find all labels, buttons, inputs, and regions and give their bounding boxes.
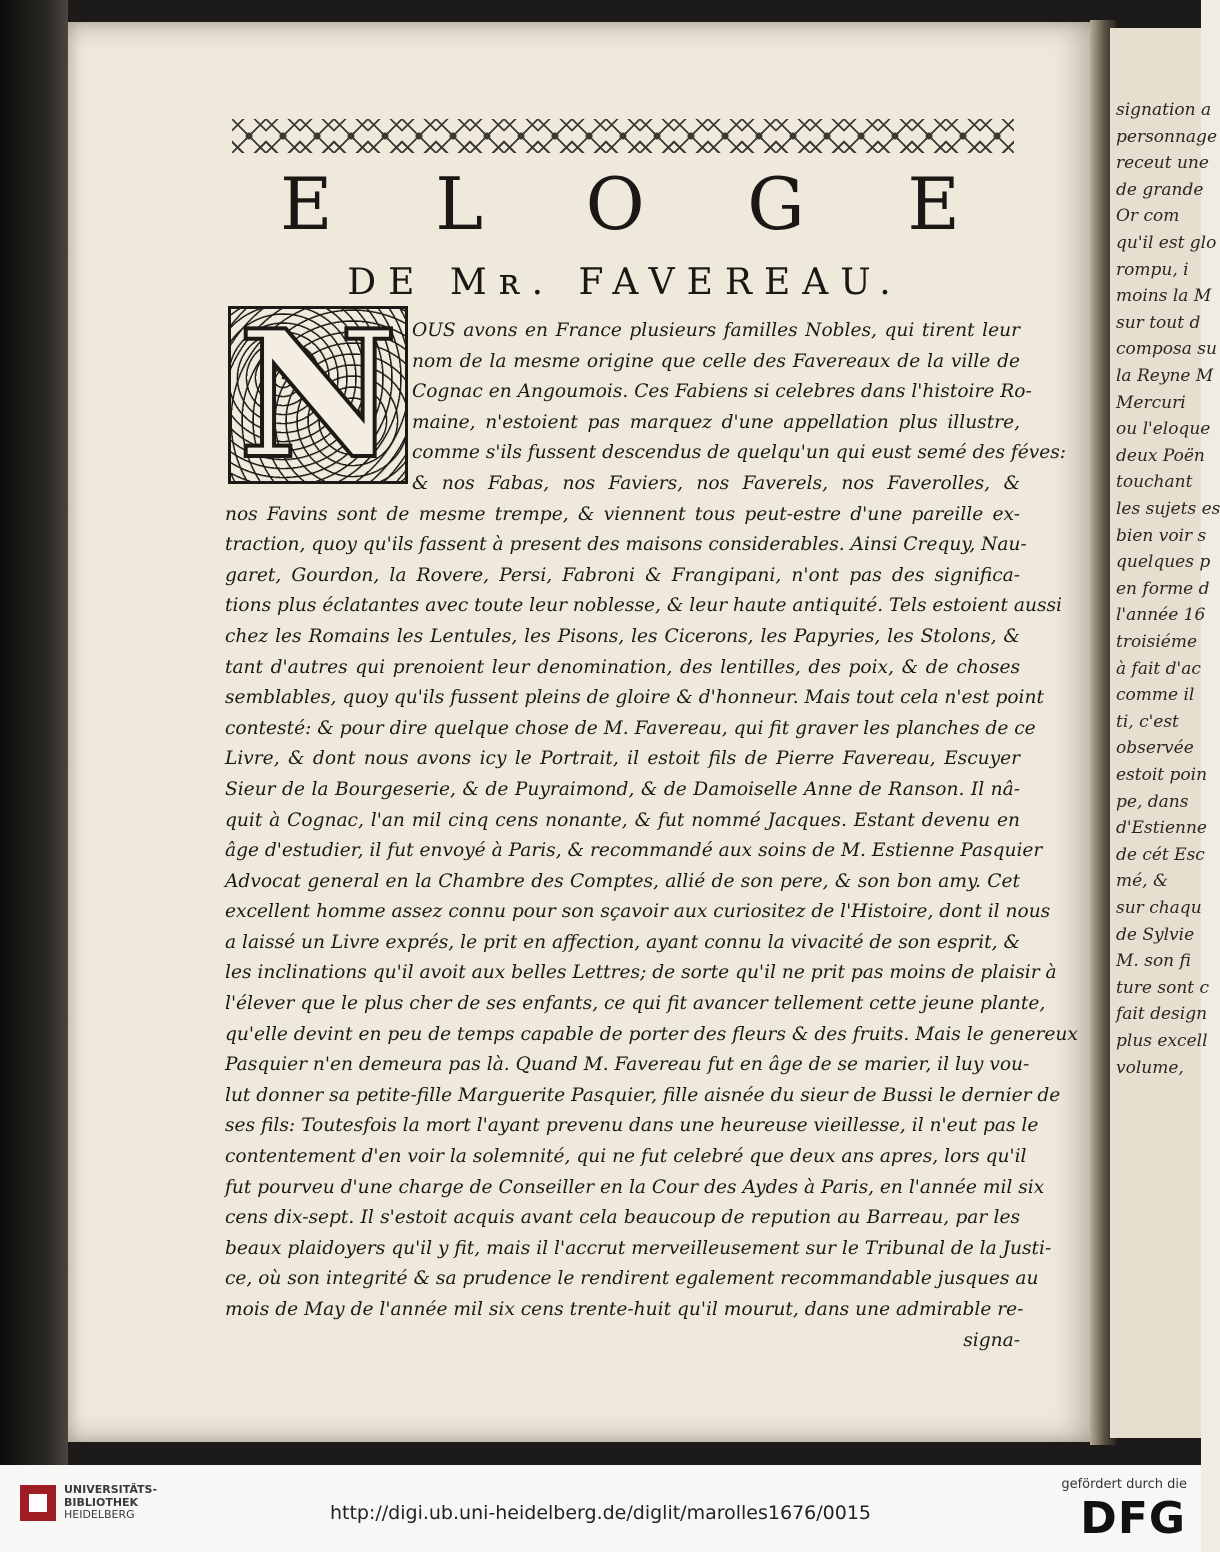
next-page-line: ou l'eloque [1116, 419, 1211, 440]
ornament-unit [878, 119, 912, 153]
next-page-line: l'année 16 [1116, 605, 1206, 626]
next-page-line: à fait d'ac [1116, 658, 1201, 679]
text-line: contentement d'en voir la solemnité, qui ne fut celebré que deux ans apres, lors qu'il [225, 1146, 1027, 1168]
text-line: ce, où son integrité & sa prudence le rendirent egalement recommandable jusques au [225, 1268, 1039, 1290]
next-page-line: mé, & [1116, 871, 1169, 892]
book-edge-left [0, 0, 68, 1465]
text-line: chez les Romains les Lentules, les Pisons, les Cicerons, les Papyries, les Stolons, & [225, 625, 1020, 647]
text-line: lut donner sa petite-fille Marguerite Pasquier, fille aisnée du sieur de Bussi le dernier de [225, 1084, 1061, 1106]
body-text [225, 316, 1078, 1356]
text-line: Advocat general en la Chambre des Comptes, allié de son pere, & son bon amy. Cet [225, 870, 1020, 892]
ornament-unit [572, 119, 606, 153]
text-line: a laissé un Livre exprés, le prit en affection, ayant connu la vivacité de son esprit, & [225, 931, 1020, 953]
ornament-unit [810, 119, 844, 153]
ornament-unit [640, 119, 674, 153]
text-line: OUS avons en France plusieurs familles Nobles, qui tirent leur [412, 320, 1020, 341]
text-line: semblables, quoy qu'ils fussent pleins de gloire & d'honneur. Mais tout cela n'est point [225, 687, 1044, 709]
next-page-line: touchant [1116, 472, 1193, 493]
next-page-line: en forme d [1116, 578, 1210, 599]
text-line: ses fils: Toutesfois la mort l'ayant prevenu dans une heureuse vieillesse, il n'eut pas le [225, 1115, 1039, 1137]
next-page-line: receut une [1116, 153, 1209, 174]
next-page-line: signation a [1116, 100, 1212, 120]
text-line: qu'elle devint en peu de temps capable de porter des fleurs & des fruits. Mais le genereux [225, 1023, 1078, 1045]
text-line: contesté: & pour dire quelque chose de M. Favereau, qui fit graver les planches de ce [225, 717, 1036, 739]
next-page-line: sur tout d [1116, 312, 1201, 333]
ornament-unit [980, 119, 1014, 153]
next-page-line: estoit poin [1116, 765, 1208, 785]
text-line: les inclinations qu'il avoit aux belles Lettres; de sorte qu'il ne prit pas moins de plaisir à [225, 962, 1057, 984]
next-page-line: pe, dans [1116, 791, 1189, 812]
text-line: mois de May de l'année mil six cens trente-huit qu'il mourut, dans une admirable re- [225, 1299, 1024, 1320]
text-line: fut pourveu d'une charge de Conseiller en la Cour des Aydes à Paris, en l'année mil six [225, 1176, 1045, 1198]
text-line: Cognac en Angoumois. Ces Fabiens si celebres dans l'histoire Ro- [412, 381, 1032, 403]
next-page-line: troisiéme [1116, 632, 1198, 652]
ornament-unit [776, 119, 810, 153]
text-line: maine, n'estoient pas marquez d'une appellation plus illustre, [412, 411, 1020, 433]
next-page-line: plus excell [1116, 1031, 1208, 1051]
permalink-url[interactable]: http://digi.ub.uni-heidelberg.de/diglit/marolles1676/0015 [329, 1502, 872, 1524]
ornament-unit [436, 119, 470, 153]
text-line: garet, Gourdon, la Rovere, Persi, Fabroni & Frangipani, n'ont pas des significa- [225, 564, 1020, 586]
title-letter: L [435, 162, 483, 246]
next-page-line: ture sont c [1116, 977, 1210, 998]
page-title [280, 162, 960, 246]
next-page-line: de Sylvie [1116, 924, 1195, 945]
ornament-unit [232, 119, 266, 153]
ornament-unit [334, 119, 368, 153]
initial-letter: N [238, 292, 398, 498]
next-page-line: M. son fi [1116, 951, 1191, 972]
next-page-line: ti, c'est [1116, 711, 1179, 732]
text-line: comme s'ils fussent descendus de quelqu'un qui eust semé des féves: [412, 442, 1067, 464]
ornament-unit [674, 119, 708, 153]
ornament-unit [946, 119, 980, 153]
ornament-unit [606, 119, 640, 153]
institution-line: UNIVERSITÄTS- [64, 1483, 158, 1496]
catchword: signa- [963, 1329, 1020, 1351]
title-letter: E [280, 162, 333, 246]
page-subtitle: DE Mʀ. FAVEREAU. [347, 262, 903, 303]
next-page-line: sur chaqu [1116, 898, 1202, 918]
text-line: tions plus éclatantes avec toute leur noblesse, & leur haute antiquité. Tels estoient aussi [225, 595, 1063, 617]
text-line: tant d'autres qui prenoient leur denomination, des lentilles, des poix, & de choses [225, 656, 1020, 678]
dfg-logo: DFG [1080, 1493, 1186, 1544]
viewer-footer [0, 1465, 1201, 1552]
ornament-unit [402, 119, 436, 153]
text-line: & nos Fabas, nos Faviers, nos Faverels, nos Faverolles, & [412, 472, 1020, 494]
text-line: l'élever que le plus cher de ses enfants, ce qui fit avancer tellement cette jeune plante, [225, 993, 1046, 1015]
ornament-unit [266, 119, 300, 153]
next-page-line: moins la M [1116, 286, 1212, 307]
ornament-unit [368, 119, 402, 153]
next-page-line: de grande [1116, 179, 1204, 200]
next-page-line: fait design [1116, 1004, 1208, 1025]
ornament-unit [300, 119, 334, 153]
ornament-unit [504, 119, 538, 153]
text-line: beaux plaidoyers qu'il y fit, mais il l'accrut merveilleusement sur le Tribunal de la Justi- [225, 1237, 1052, 1259]
ornament-unit [708, 119, 742, 153]
next-page-line: volume, [1116, 1057, 1184, 1078]
text-line: âge d'estudier, il fut envoyé à Paris, & recommandé aux soins de M. Estienne Pasquier [225, 840, 1043, 862]
text-line: cens dix-sept. Il s'estoit acquis avant cela beaucoup de repution au Barreau, par les [225, 1207, 1020, 1229]
next-page-line: quelques p [1116, 552, 1211, 573]
institution-line: BIBLIOTHEK [64, 1495, 139, 1509]
next-page-line: Mercuri [1116, 392, 1186, 413]
ornament-unit [844, 119, 878, 153]
ornament-unit [470, 119, 504, 153]
next-page-line: d'Estienne [1116, 818, 1207, 839]
next-page-line: observée [1116, 738, 1194, 759]
text-line: Livre, & dont nous avons icy le Portrait, il estoit fils de Pierre Favereau, Escuyer [225, 748, 1020, 770]
next-page-line: personnage [1116, 126, 1218, 147]
next-page-line: les sujets es [1116, 499, 1220, 519]
next-page-line: Or com [1116, 206, 1180, 227]
text-line: Sieur de la Bourgeserie, & de Puyraimond, & de Damoiselle Anne de Ranson. Il nâ- [225, 778, 1020, 800]
next-page-line: bien voir s [1116, 525, 1207, 546]
text-line: nom de la mesme origine que celle des Favereaux de la ville de [412, 350, 1020, 372]
ornament-unit [538, 119, 572, 153]
title-letter: O [585, 162, 645, 246]
text-line: quit à Cognac, l'an mil cinq cens nonante, & fut nommé Jacques. Estant devenu en [225, 809, 1020, 831]
title-letter: G [747, 162, 805, 246]
text-line: Pasquier n'en demeura pas là. Quand M. Favereau fut en âge de se marier, il luy vou- [225, 1054, 1030, 1076]
next-page-line: qu'il est glo [1116, 233, 1217, 253]
text-line: nos Favins sont de mesme trempe, & viennent tous peut-estre d'une pareille ex- [225, 503, 1020, 525]
ornament-unit [912, 119, 946, 153]
next-page-line: la Reyne M [1116, 366, 1214, 386]
next-page-line: comme il [1116, 685, 1195, 706]
next-page-fragment [1110, 28, 1220, 1438]
funding-label: gefördert durch die [1061, 1477, 1187, 1492]
ornament-unit [742, 119, 776, 153]
text-line: traction, quoy qu'ils fassent à present des maisons considerables. Ainsi Crequy, Nau- [225, 534, 1027, 556]
text-line: excellent homme assez connu pour son sçavoir aux curiositez de l'Histoire, dont il nous [225, 901, 1051, 923]
header-ornament-band [232, 119, 1022, 153]
next-page-line: deux Poën [1116, 445, 1205, 466]
next-page-line: composa su [1116, 339, 1217, 360]
next-page-line: rompu, i [1116, 259, 1189, 280]
next-page-line: de cét Esc [1116, 844, 1205, 865]
title-letter: E [907, 162, 960, 246]
institution-line: HEIDELBERG [64, 1508, 135, 1521]
